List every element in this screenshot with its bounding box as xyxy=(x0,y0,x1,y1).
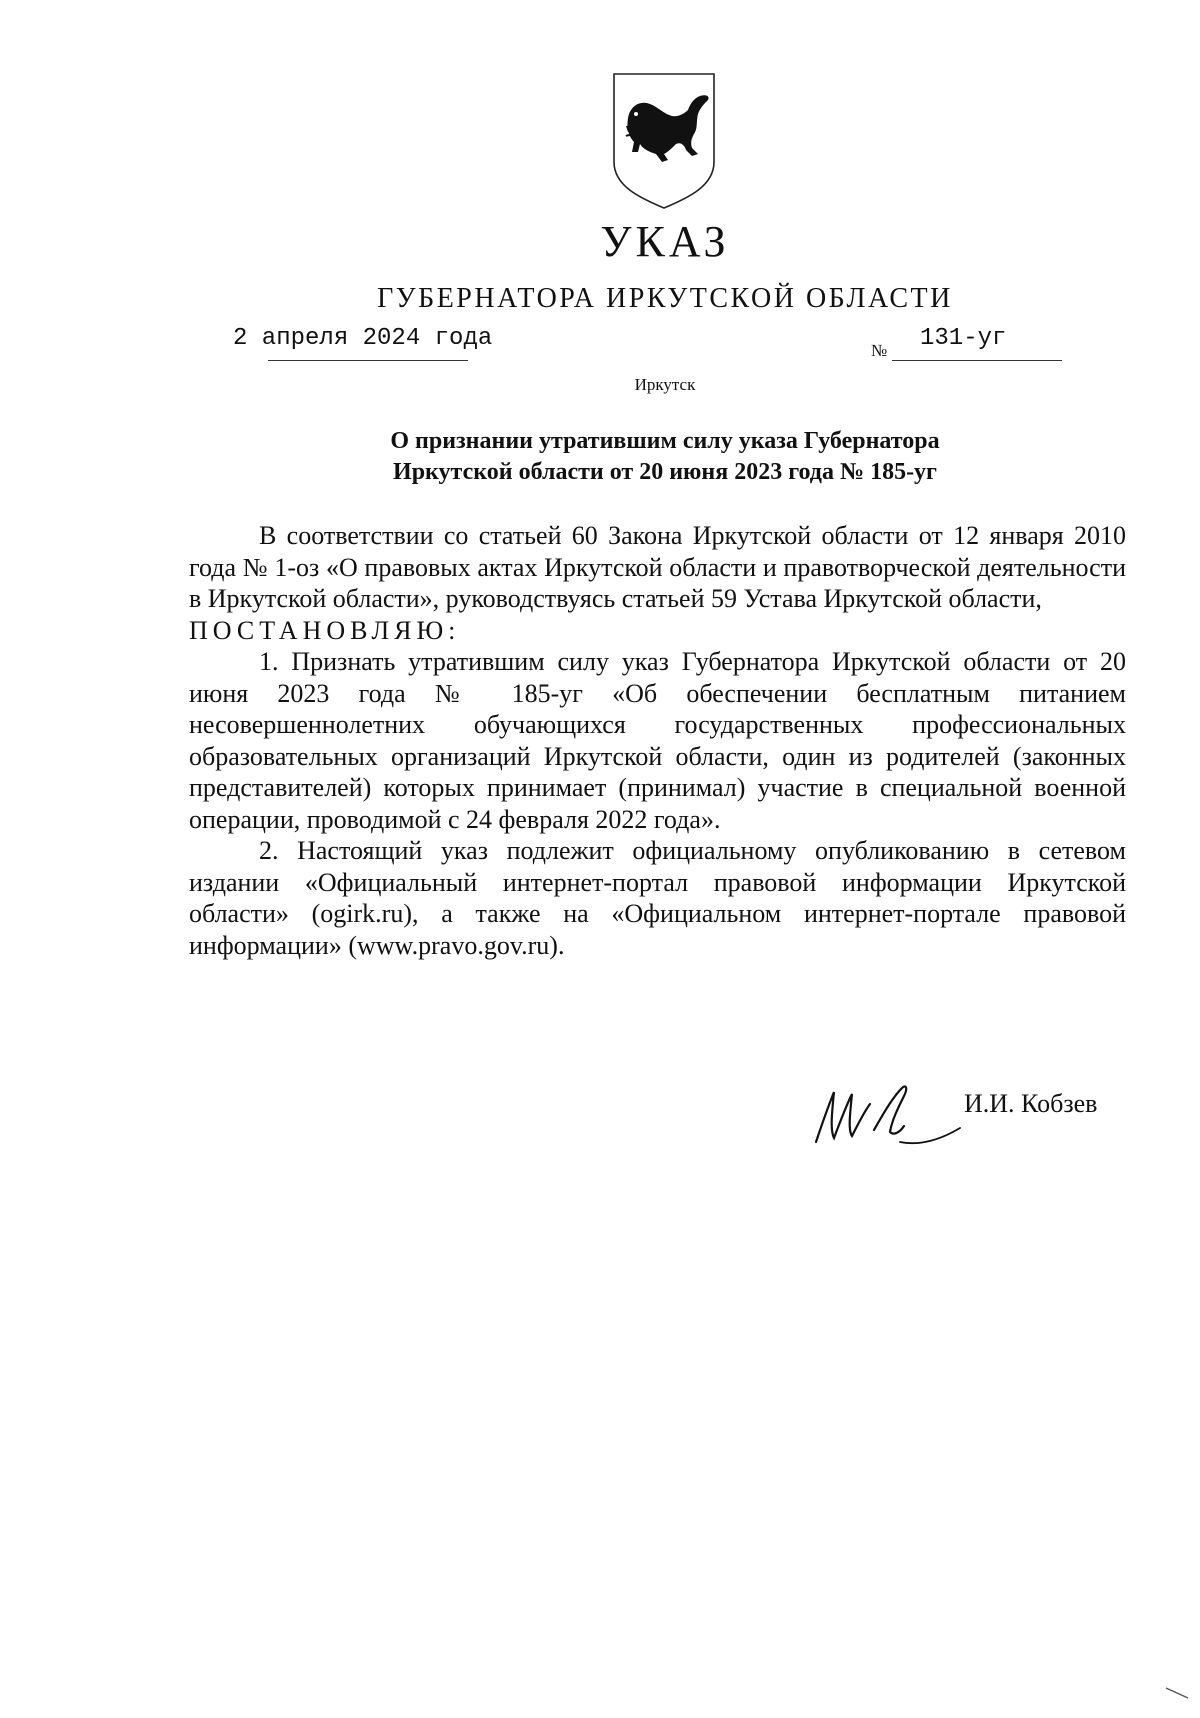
number-sign: № xyxy=(871,341,888,360)
date-underline xyxy=(268,360,468,361)
signer-name: И.И. Кобзев xyxy=(964,1089,1098,1118)
clause-1: 1. Признать утратившим силу указ Губернатора Иркутской области от 20 июня 2023 года № 185-уг «Об обеспечении бесплатным питанием несовершеннолетних обучающихся государственных профессиональных образовательных организаций Иркутской области, один из родителей (законных представителей) которых принимает (принимал) участие в специальной военной операции, проводимой с 24 февраля 2022 года». xyxy=(189,647,1126,834)
decree-word: ПОСТАНОВЛЯЮ: xyxy=(189,615,461,645)
document-date: 2 апреля 2024 года xyxy=(233,325,493,352)
coat-of-arms-icon xyxy=(606,70,722,210)
issuer-title: ГУБЕРНАТОРА ИРКУТСКОЙ ОБЛАСТИ xyxy=(377,283,953,314)
number-underline xyxy=(892,360,1062,361)
scan-artifact xyxy=(1164,1686,1190,1700)
handwritten-signature xyxy=(804,1072,974,1160)
document-type: УКАЗ xyxy=(600,217,730,266)
city: Иркутск xyxy=(634,375,696,394)
document-title-line: Иркутской области от 20 июня 2023 года № 185-уг xyxy=(393,459,937,485)
document-number: 131-уг xyxy=(920,325,1007,352)
preamble-paragraph: В соответствии со статьей 60 Закона Иркутской области от 12 января 2010 года № 1-оз «О правовых актах Иркутской области и правотворческой деятельности в Иркутской области», руководствуясь статьей 59 Устава Иркутской области, xyxy=(189,521,1126,613)
clause-2: 2. Настоящий указ подлежит официальному опубликованию в сетевом издании «Официальный интернет-портал правовой информации Иркутской области» (ogirk.ru), а также на «Официальном интернет-портале правовой информации» (www.pravo.gov.ru). xyxy=(189,836,1126,960)
document-body xyxy=(189,520,1126,961)
document-title xyxy=(0,426,1200,488)
document-title-line: О признании утратившим силу указа Губернатора xyxy=(390,428,940,454)
